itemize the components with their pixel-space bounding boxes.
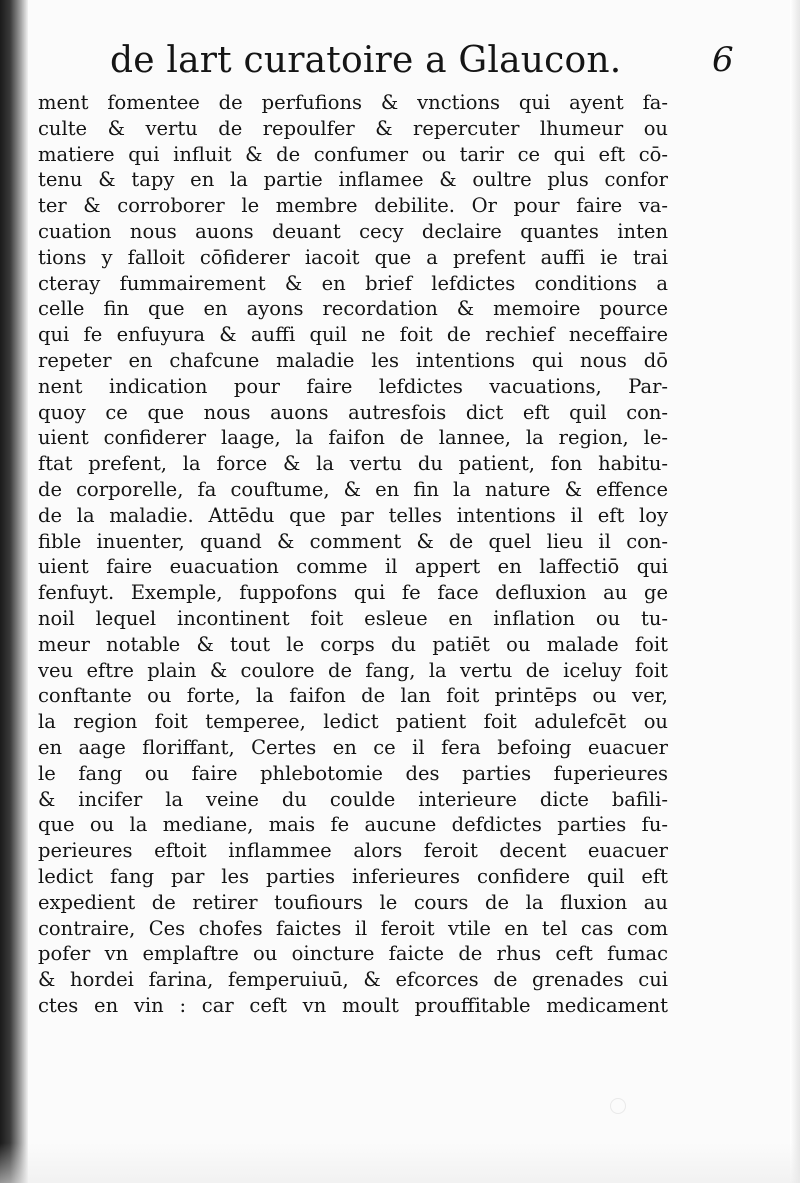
text-line: ledict fang par les parties inferieures confidere quil eft bbox=[38, 864, 668, 888]
text-line: celle fin que en ayons recordation & memoire pource bbox=[38, 297, 668, 321]
text-line: cteray fummairement & en brief lefdictes conditions a bbox=[38, 271, 668, 295]
text-line: culte & vertu de repoulfer & repercuter lhumeur ou bbox=[38, 116, 668, 140]
text-line: fible inuenter, quand & comment & de quel lieu il con- bbox=[38, 529, 668, 553]
text-line: cuation nous auons deuant cecy declaire quantes inten bbox=[38, 219, 668, 243]
text-line: nent indication pour faire lefdictes vacuations, Par- bbox=[38, 374, 668, 398]
text-line: uient faire euacuation comme il appert en laffectiō qui bbox=[38, 555, 668, 579]
text-line: la region foit temperee, ledict patient foit adulefcēt ou bbox=[38, 710, 668, 734]
text-line: perieures eftoit inflammee alors feroit decent euacuer bbox=[38, 839, 668, 863]
text-line: de corporelle, fa couftume, & en fin la nature & effence bbox=[38, 477, 668, 501]
text-line: conftante ou forte, la faifon de lan foit printēps ou ver, bbox=[38, 684, 668, 708]
text-line: quoy ce que nous auons autresfois dict eft quil con- bbox=[38, 400, 668, 424]
text-line: fenfuyt. Exemple, fuppofons qui fe face defluxion au ge bbox=[38, 581, 668, 605]
page-gutter-shadow bbox=[0, 0, 28, 1183]
page-number: 6 bbox=[712, 40, 734, 80]
text-line: & hordei farina, femperuiuū, & efcorces de grenades cui bbox=[38, 968, 668, 992]
text-line: ment fomentee de perfufions & vnctions qui ayent fa- bbox=[38, 91, 668, 114]
text-line: ter & corroborer le membre debilite. Or pour faire va- bbox=[38, 194, 668, 218]
text-line: ftat prefent, la force & la vertu du patient, fon habitu- bbox=[38, 452, 668, 476]
text-line: pofer vn emplaftre ou oincture faicte de rhus ceft fumac bbox=[38, 942, 668, 966]
text-line: matiere qui influit & de confumer ou tarir ce qui eft cō- bbox=[38, 142, 668, 166]
page-edge bbox=[790, 0, 800, 1183]
text-line: & incifer la veine du coulde interieure dicte bafili- bbox=[38, 787, 668, 811]
text-line: tenu & tapy en la partie inflamee & oultre plus confor bbox=[38, 168, 668, 192]
text-line: veu eftre plain & coulore de fang, la vertu de iceluy foit bbox=[38, 658, 668, 682]
text-line: qui fe enfuyura & auffi quil ne foit de rechief neceffaire bbox=[38, 323, 668, 347]
text-line: le fang ou faire phlebotomie des parties fuperieures bbox=[38, 761, 668, 785]
ink-blot-mark bbox=[610, 1098, 626, 1114]
text-line: noil lequel incontinent foit esleue en inflation ou tu- bbox=[38, 606, 668, 630]
text-line: uient confiderer laage, la faifon de lannee, la region, le- bbox=[38, 426, 668, 450]
text-line: de la maladie. Attēdu que par telles intentions il eft loy bbox=[38, 503, 668, 527]
page-bottom-shading bbox=[0, 1143, 800, 1183]
text-line: repeter en chafcune maladie les intentions qui nous dō bbox=[38, 348, 668, 372]
text-line: tions y falloit cōfiderer iacoit que a prefent auffi ie trai bbox=[38, 245, 668, 269]
text-line: ctes en vin : car ceft vn moult prouffitable medicament bbox=[38, 993, 668, 1017]
text-line: meur notable & tout le corps du patiēt ou malade foit bbox=[38, 632, 668, 656]
text-line: en aage floriffant, Certes en ce il fera befoing euacuer bbox=[38, 735, 668, 759]
text-line: que ou la mediane, mais fe aucune defdictes parties fu- bbox=[38, 813, 668, 837]
text-line: expedient de retirer toufiours le cours de la fluxion au bbox=[38, 890, 668, 914]
running-title: de lart curatoire a Glaucon. bbox=[110, 40, 622, 81]
body-text bbox=[38, 90, 668, 1019]
text-line: contraire, Ces chofes faictes il feroit vtile en tel cas com bbox=[38, 916, 668, 940]
